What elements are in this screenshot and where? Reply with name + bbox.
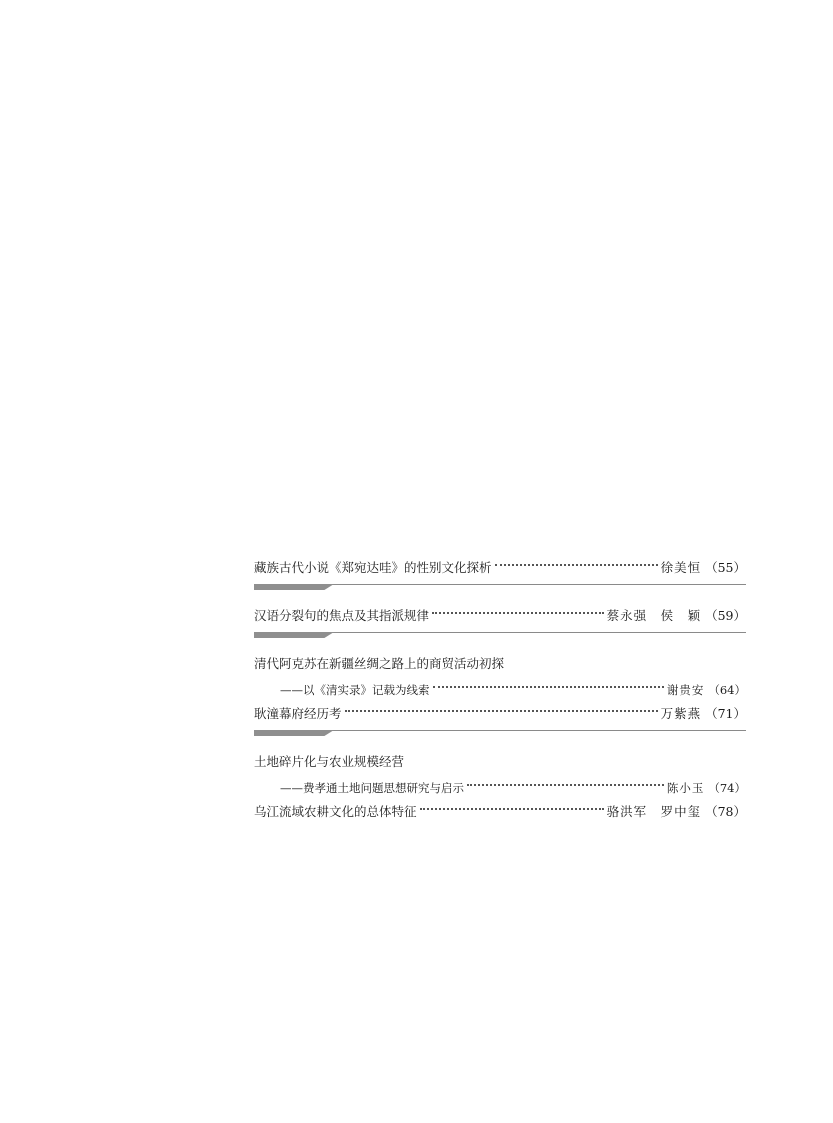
entry-page: （78）	[705, 804, 746, 819]
divider-tab	[254, 584, 334, 590]
entry-page: （64）	[708, 683, 746, 697]
entry-page: （74）	[708, 781, 746, 795]
entry-page: （71）	[705, 706, 746, 721]
toc-entry[interactable]	[254, 778, 746, 798]
entry-author: 蔡永强 侯 颖	[606, 608, 702, 623]
toc-section	[254, 752, 746, 822]
entry-heading[interactable]: 清代阿克苏在新疆丝绸之路上的商贸活动初探	[254, 656, 505, 671]
entry-title: 藏族古代小说《郑宛达哇》的性别文化探析	[254, 560, 492, 575]
toc-entry[interactable]	[254, 680, 746, 700]
entry-subtitle: ——费孝通土地问题思想研究与启示	[280, 781, 464, 795]
entry-title: 耿潼幕府经历考	[254, 706, 342, 721]
entry-title: 乌江流域农耕文化的总体特征	[254, 804, 417, 819]
toc-entry[interactable]	[254, 802, 746, 822]
entry-page: （55）	[705, 560, 746, 575]
entry-page: （59）	[705, 608, 746, 623]
entry-author: 万紫燕	[660, 706, 702, 721]
leader-dots	[495, 564, 658, 566]
toc-section	[254, 558, 746, 592]
section-divider	[254, 584, 746, 592]
toc-entry[interactable]	[254, 606, 746, 626]
entry-title: 汉语分裂句的焦点及其指派规律	[254, 608, 430, 623]
entry-author: 谢贵安	[666, 683, 705, 697]
entry-subtitle: ——以《清实录》记载为线索	[280, 683, 430, 697]
leader-dots	[433, 686, 664, 688]
section-divider	[254, 632, 746, 640]
leader-dots	[345, 710, 658, 712]
entry-author: 徐美恒	[660, 560, 702, 575]
entry-author: 陈小玉	[666, 781, 705, 795]
toc-entry[interactable]	[254, 558, 746, 578]
section-divider	[254, 730, 746, 738]
toc-section	[254, 654, 746, 738]
toc-section	[254, 606, 746, 640]
divider-tab	[254, 632, 334, 638]
divider-tab	[254, 730, 334, 736]
table-of-contents	[254, 558, 746, 822]
leader-dots	[432, 612, 604, 614]
entry-heading[interactable]: 土地碎片化与农业规模经营	[254, 754, 405, 769]
toc-entry[interactable]	[254, 704, 746, 724]
leader-dots	[467, 784, 664, 786]
leader-dots	[420, 808, 604, 810]
entry-author: 骆洪军 罗中玺	[606, 804, 702, 819]
